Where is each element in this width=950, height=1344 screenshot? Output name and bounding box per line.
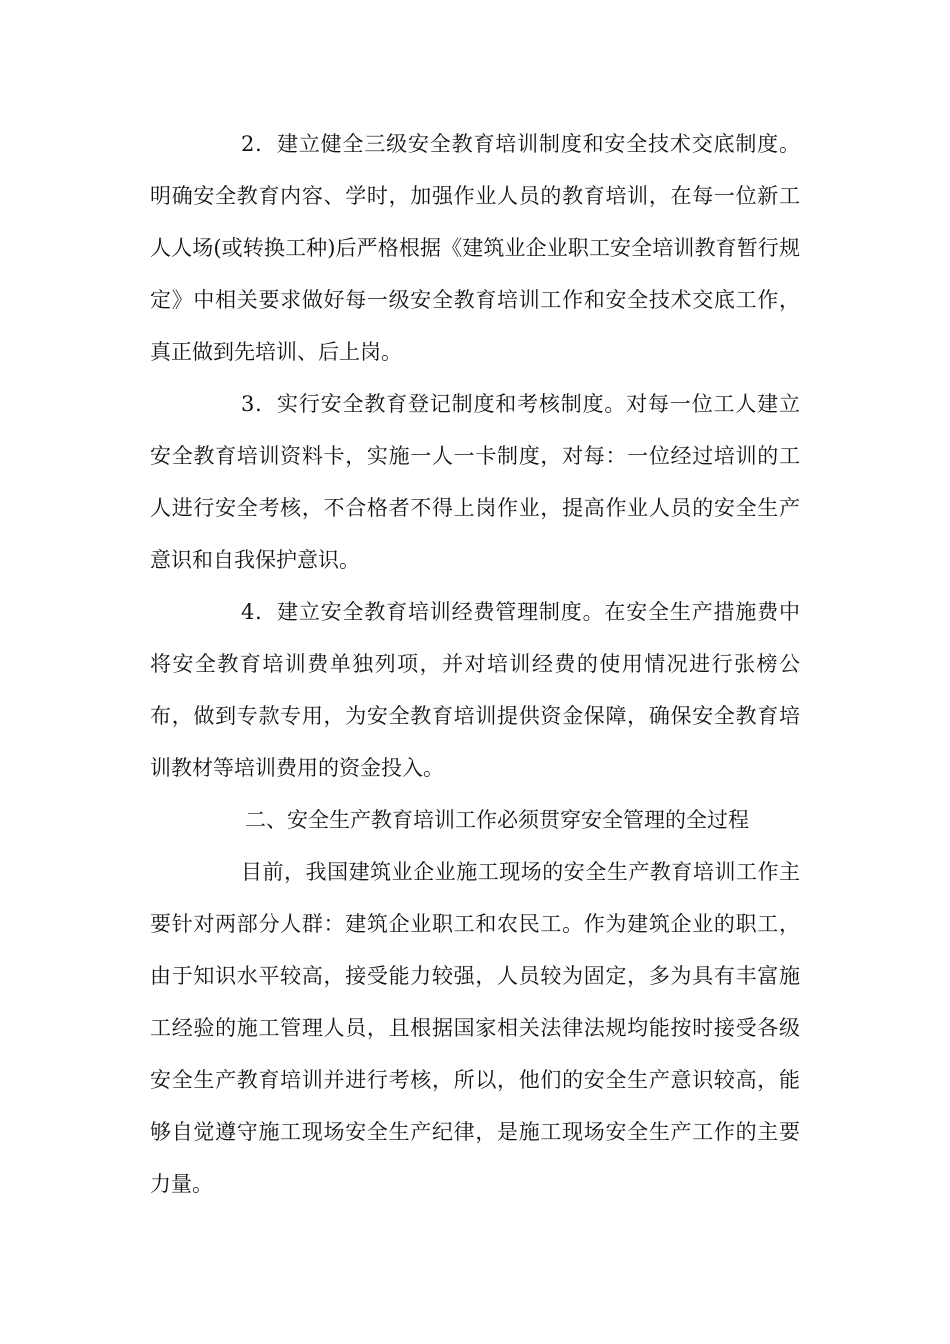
paragraph-item-3: 3．实行安全教育登记制度和考核制度。对每一位工人建立安全教育培训资料卡，实施一人一卡制度，对每：一位经过培训的工人进行安全考核，不合格者不得上岗作业，提高作业人员的安全生产意识和自我保护意识。 [150,392,800,572]
closing-paragraph: 目前，我国建筑业企业施工现场的安全生产教育培训工作主要针对两部分人群：建筑企业职工和农民工。作为建筑企业的职工，由于知识水平较高，接受能力较强，人员较为固定，多为具有丰富施工经验的施工管理人员，且根据国家相关法律法规均能按时接受各级安全生产教育培训并进行考核，所以，他们的安全生产意识较高，能够自觉遵守施工现场安全生产纪律，是施工现场安全生产工作的主要力量。 [150,860,800,1196]
paragraph-item-4: 4．建立安全教育培训经费管理制度。在安全生产措施费中将安全教育培训费单独列项，并对培训经费的使用情况进行张榜公布，做到专款专用，为安全教育培训提供资金保障，确保安全教育培训教材等培训费用的资金投入。 [150,600,800,780]
document-body [150,118,800,1210]
paragraph-item-2: 2．建立健全三级安全教育培训制度和安全技术交底制度。明确安全教育内容、学时，加强作业人员的教育培训，在每一位新工人人场(或转换工种)后严格根据《建筑业企业职工安全培训教育暂行规定》中相关要求做好每一级安全教育培训工作和安全技术交底工作，真正做到先培训、后上岗。 [150,132,800,364]
section-heading: 二、安全生产教育培训工作必须贯穿安全管理的全过程 [245,808,749,832]
